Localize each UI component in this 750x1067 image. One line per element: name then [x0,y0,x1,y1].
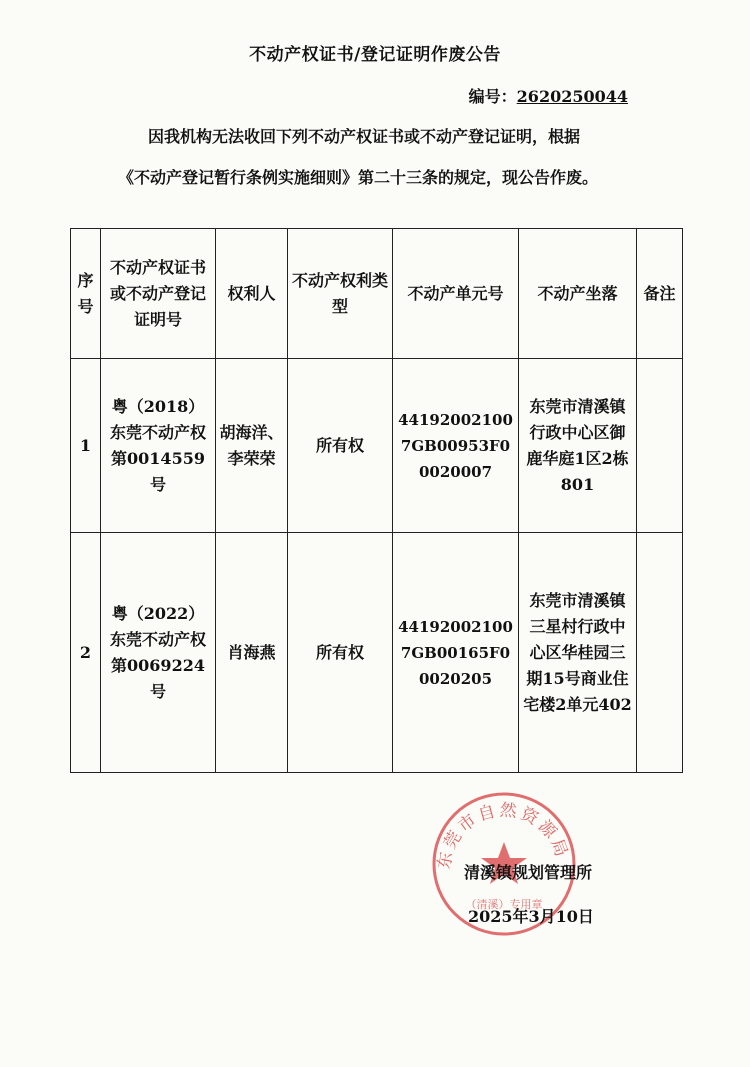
table-header-row [71,229,683,359]
header-holder: 权利人 [216,229,288,359]
table-row [71,533,683,773]
document-number-label: 编号： [468,87,517,106]
seal-subtext: （清溪）专用章 [465,898,543,911]
seal-text: 东莞市自然资源局 [434,800,573,871]
header-cert-no: 不动产权证书或不动产登记证明号 [101,229,216,359]
header-remark: 备注 [637,229,683,359]
header-unit-no: 不动产单元号 [393,229,519,359]
cell-holder: 肖海燕 [216,533,288,773]
cell-seq: 2 [71,533,101,773]
void-certificates-table [70,228,683,773]
document-number-value: 2620250044 [516,87,628,106]
document-number [469,84,628,107]
cell-right-type: 所有权 [288,359,393,533]
table-row [71,359,683,533]
cell-right-type: 所有权 [288,533,393,773]
cell-remark [637,533,683,773]
issuing-organization: 清溪镇规划管理所 [464,863,593,882]
cell-unit-no: 441920021007GB00953F00020007 [393,359,519,533]
notice-paragraph-line2: 《不动产登记暂行条例实施细则》第二十三条的规定，现公告作废。 [118,168,599,187]
header-right-type: 不动产权利类型 [288,229,393,359]
cell-remark [637,359,683,533]
cell-location: 东莞市清溪镇三星村行政中心区华桂园三期15号商业住宅楼2单元402 [519,533,637,773]
cell-cert-no: 粤（2022）东莞不动产权第0069224号 [101,533,216,773]
document-title: 不动产权证书/登记证明作废公告 [249,45,501,65]
cell-unit-no: 441920021007GB00165F00020205 [393,533,519,773]
cell-location: 东莞市清溪镇行政中心区御鹿华庭1区2栋801 [519,359,637,533]
issue-date: 2025年3月10日 [468,907,594,926]
cell-cert-no: 粤（2018）东莞不动产权第0014559号 [101,359,216,533]
notice-paragraph-line1: 因我机构无法收回下列不动产权证书或不动产登记证明，根据 [148,127,581,146]
header-location: 不动产坐落 [519,229,637,359]
header-seq: 序号 [71,229,101,359]
cell-seq: 1 [71,359,101,533]
cell-holder: 胡海洋、李荣荣 [216,359,288,533]
